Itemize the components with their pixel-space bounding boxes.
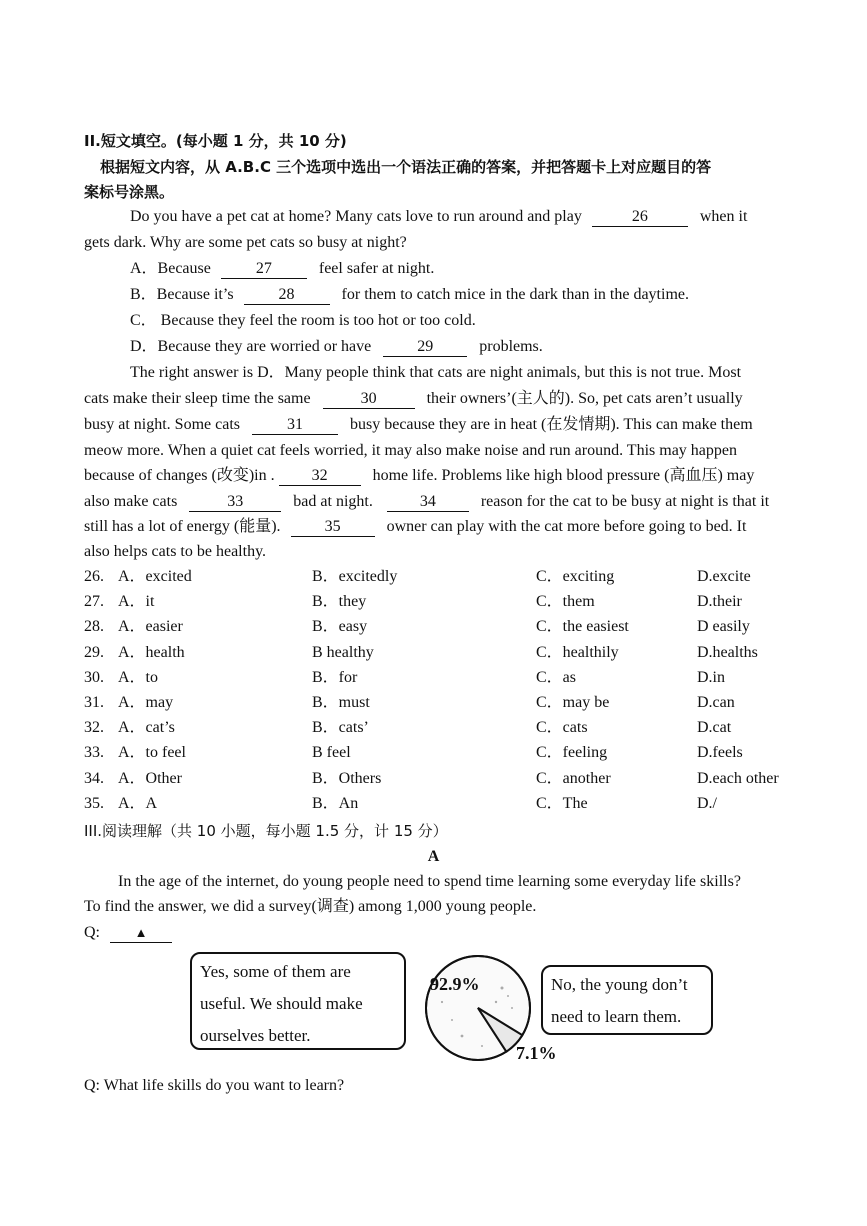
passage-text: busy because they are in heat (在发情期). This can make them	[349, 416, 753, 433]
pie-label-yes: 92.9%	[430, 974, 480, 994]
passage-text: cats make their sleep time the same	[84, 390, 311, 407]
passage-line	[84, 465, 754, 487]
option-c: C．exciting	[536, 568, 615, 585]
option-d: D./	[697, 794, 717, 812]
blank-27: 27	[221, 260, 307, 279]
option-b: B feel	[312, 744, 351, 762]
option-b: B．cats’	[312, 719, 369, 737]
passage-text: busy at night. Some cats	[84, 416, 240, 433]
option-number: 30.	[84, 668, 104, 686]
option-a: A．health	[118, 643, 185, 661]
option-number: 35.	[84, 794, 104, 812]
blank-29: 29	[383, 338, 467, 357]
option-number: 27.	[84, 593, 104, 611]
option-b: B．for	[312, 668, 358, 686]
passage-line	[84, 491, 769, 513]
question-2: Q: What life skills do you want to learn?	[84, 1077, 345, 1094]
option-c: C．another	[536, 769, 611, 787]
blank-32: 32	[279, 467, 361, 486]
passage-text: also make cats	[84, 493, 178, 510]
option-a: A．A	[118, 794, 158, 812]
option-a: A．excited	[118, 568, 192, 585]
option-c: C．the easiest	[536, 618, 629, 636]
reading-line: To find the answer, we did a survey(调查) among 1,000 young people.	[84, 898, 537, 915]
question-1-blank: ▲	[110, 924, 172, 943]
choice-b-line	[130, 284, 689, 306]
option-d: D.feels	[697, 744, 743, 762]
option-a: A．may	[118, 694, 174, 711]
option-number: 33.	[84, 744, 104, 762]
bubble-line: No, the young don’t	[551, 975, 688, 994]
option-a: A．it	[118, 593, 155, 611]
passage-line	[84, 516, 746, 538]
option-a: A．to	[118, 668, 159, 686]
choice-a-line	[130, 258, 434, 280]
bubble-line: ourselves better.	[200, 1026, 311, 1045]
passage-text: because of changes (改变)in .	[84, 467, 275, 484]
speech-bubble-no	[541, 965, 713, 1035]
speech-bubble-yes	[190, 952, 406, 1050]
option-b: B healthy	[312, 643, 374, 661]
choice-c-line: C． Because they feel the room is too hot or too cold.	[130, 312, 476, 329]
blank-30: 30	[323, 390, 415, 409]
section-2-heading: II.短文填空。(每小题 1 分，共 10 分)	[84, 132, 347, 150]
passage-line	[130, 206, 747, 228]
passage-text: B．Because it’s	[130, 286, 234, 303]
blank-28: 28	[244, 286, 330, 305]
passage-text: bad at night.	[293, 493, 373, 510]
option-b: B．An	[312, 794, 359, 812]
option-a: A．Other	[118, 769, 182, 787]
bubble-line: need to learn them.	[551, 1007, 682, 1026]
pie-label-no: 7.1%	[516, 1043, 557, 1063]
choice-d-line	[130, 336, 543, 358]
passage-text: for them to catch mice in the dark than in the daytime.	[341, 286, 689, 303]
section-3-heading: III.阅读理解（共 10 小题，每小题 1.5 分，计 15 分）	[84, 822, 448, 840]
passage-line	[84, 414, 753, 436]
passage-text: their owners’(主人的). So, pet cats aren’t usually	[426, 390, 743, 407]
passage-label: A	[427, 848, 440, 865]
option-c: C．healthily	[536, 643, 619, 661]
option-a: A．cat’s	[118, 719, 175, 737]
passage-text: A．Because	[130, 260, 211, 277]
option-d: D.can	[697, 694, 735, 711]
passage-line: The right answer is D．Many people think that cats are night animals, but this is not true. Most	[130, 364, 742, 381]
question-label: Q:	[84, 924, 100, 941]
option-b: B．excitedly	[312, 568, 398, 585]
option-b: B．Others	[312, 769, 382, 787]
passage-text: feel safer at night.	[318, 260, 435, 277]
option-d: D.in	[697, 668, 725, 686]
reading-line: In the age of the internet, do young people need to spend time learning some everyday life skills?	[118, 873, 741, 890]
passage-line: meow more. When a quiet cat feels worried, it may also make noise and run around. This may happen	[84, 442, 737, 459]
option-number: 32.	[84, 719, 104, 737]
option-number: 31.	[84, 694, 104, 711]
blank-35: 35	[291, 518, 375, 537]
passage-text: D．Because they are worried or have	[130, 338, 372, 355]
option-c: C．may be	[536, 694, 610, 711]
section-2-instruction: 根据短文内容，从 A.B.C 三个选项中选出一个语法正确的答案，并把答题卡上对应题目的答	[100, 158, 712, 176]
option-c: C．cats	[536, 719, 588, 737]
section-2-instruction-cont: 案标号涂黑。	[84, 183, 175, 201]
option-d: D.their	[697, 593, 742, 611]
option-c: C．feeling	[536, 744, 608, 762]
option-d: D easily	[697, 618, 750, 636]
passage-line: also helps cats to be healthy.	[84, 543, 267, 560]
blank-33: 33	[189, 493, 281, 512]
option-d: D.each other	[697, 769, 779, 787]
option-number: 26.	[84, 568, 104, 585]
option-b: B．they	[312, 593, 367, 611]
passage-line	[84, 388, 743, 410]
question-1	[84, 922, 172, 944]
option-d: D.excite	[697, 568, 751, 585]
bubble-line: useful. We should make	[200, 994, 363, 1013]
blank-34: 34	[387, 493, 469, 512]
passage-line: gets dark. Why are some pet cats so busy at night?	[84, 234, 407, 251]
passage-text: owner can play with the cat more before going to bed. It	[386, 518, 747, 535]
option-a: A．easier	[118, 618, 183, 636]
passage-text: Do you have a pet cat at home? Many cats love to run around and play	[130, 208, 582, 225]
option-d: D.healths	[697, 643, 758, 661]
passage-text: reason for the cat to be busy at night is that it	[480, 493, 770, 510]
blank-31: 31	[252, 416, 338, 435]
option-c: C．them	[536, 593, 595, 611]
option-b: B．easy	[312, 618, 368, 636]
bubble-line: Yes, some of them are	[200, 962, 351, 981]
option-c: C．The	[536, 794, 588, 812]
option-b: B．must	[312, 694, 370, 711]
option-c: C．as	[536, 668, 577, 686]
passage-text: problems.	[479, 338, 543, 355]
option-number: 29.	[84, 643, 104, 661]
option-number: 34.	[84, 769, 104, 787]
option-number: 28.	[84, 618, 104, 636]
passage-text: when it	[699, 208, 748, 225]
passage-text: still has a lot of energy (能量).	[84, 518, 281, 535]
option-d: D.cat	[697, 719, 732, 737]
blank-26: 26	[592, 208, 688, 227]
passage-text: home life. Problems like high blood pressure (高血压) may	[372, 467, 755, 484]
option-a: A．to feel	[118, 744, 186, 762]
